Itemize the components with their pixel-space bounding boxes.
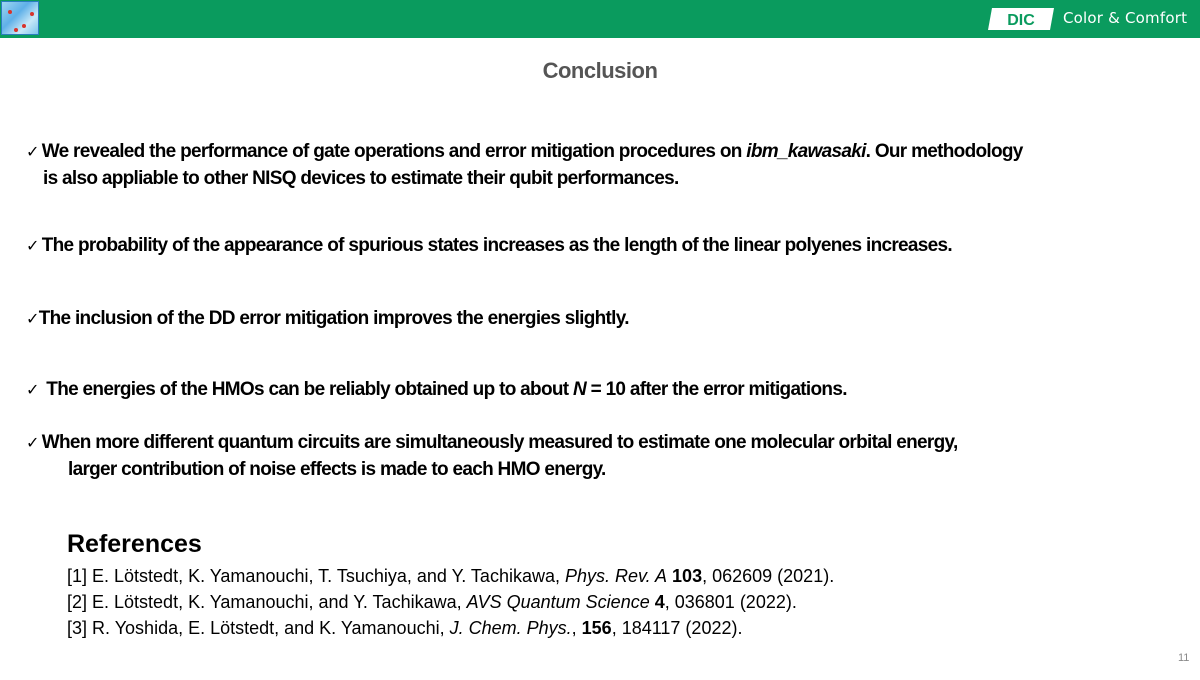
reference-item-3: [3] R. Yoshida, E. Lötstedt, and K. Yamanouchi, J. Chem. Phys., 156, 184117 (2022). xyxy=(67,618,743,638)
references-section xyxy=(67,530,834,641)
check-icon: ✓ xyxy=(26,433,39,452)
slide-thumbnail-image xyxy=(1,1,39,35)
header-bar xyxy=(0,0,1200,38)
brand-tagline: Color & Comfort xyxy=(1063,9,1188,27)
bullet-5: ✓ When more different quantum circuits are simultaneously measured to estimate one molecular orbital energy, larger contribution of noise effects is made to each HMO energy. xyxy=(26,432,958,480)
reference-item-2: [2] E. Lötstedt, K. Yamanouchi, and Y. Tachikawa, AVS Quantum Science 4, 036801 (2022). xyxy=(67,592,797,612)
slide-title: Conclusion xyxy=(542,58,658,83)
check-icon: ✓ xyxy=(26,380,39,399)
bullet-1: ✓ We revealed the performance of gate operations and error mitigation procedures on ibm_kawasaki. Our methodology is also appliable to other NISQ devices to estimate their qubit performances. xyxy=(26,141,1023,189)
bullet-3: ✓The inclusion of the DD error mitigation improves the energies slightly. xyxy=(26,308,629,329)
dic-logo-icon xyxy=(988,8,1054,30)
bullet-2: ✓ The probability of the appearance of spurious states increases as the length of the linear polyenes increases. xyxy=(26,235,952,256)
bullet-4: ✓ The energies of the HMOs can be reliably obtained up to about N = 10 after the error mitigations. xyxy=(26,379,847,400)
check-icon: ✓ xyxy=(26,236,39,255)
references-heading: References xyxy=(67,530,202,558)
page-number: 11 xyxy=(1178,652,1190,664)
check-icon: ✓ xyxy=(26,309,39,328)
check-icon: ✓ xyxy=(26,142,39,161)
reference-item-1: [1] E. Lötstedt, K. Yamanouchi, T. Tsuchiya, and Y. Tachikawa, Phys. Rev. A 103, 062609 (2021). xyxy=(67,566,835,586)
svg-text:DIC: DIC xyxy=(1007,12,1035,29)
